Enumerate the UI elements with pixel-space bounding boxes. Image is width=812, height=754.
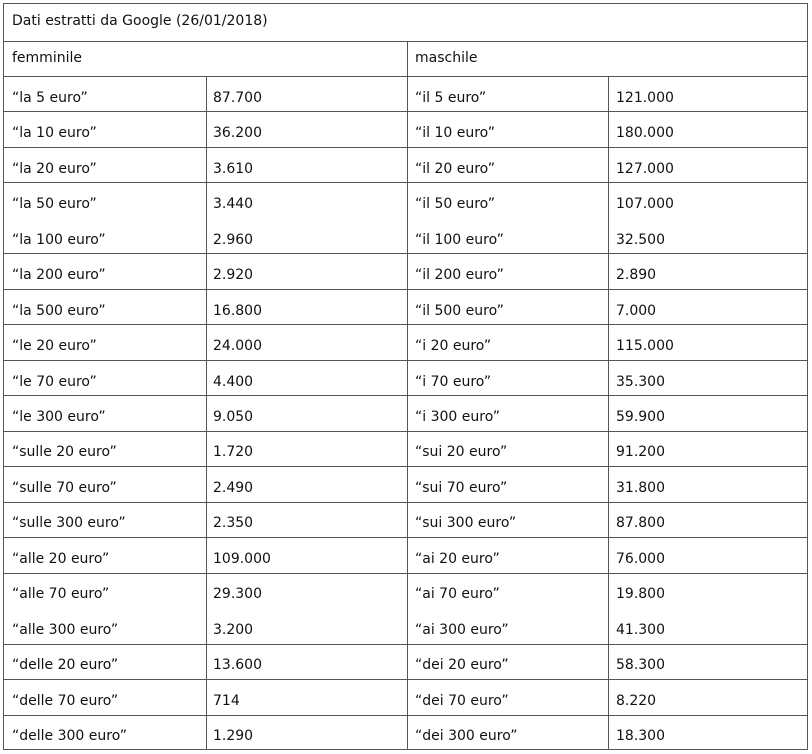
cell-maschile-value: 59.900 [616,409,665,425]
cell-maschile-value: 31.800 [616,479,665,496]
cell-femminile-value: 714 [213,692,240,709]
cell-maschile-value: 107.000 [616,196,674,213]
cell-femminile-label: “la 50 euro” [12,196,97,213]
cell-femminile-value: 1.290 [213,728,254,745]
row-divider [4,395,807,396]
cell-femminile-value: 2.350 [213,515,254,532]
cell-femminile-value: 2.920 [213,267,254,284]
cell-maschile-value: 127.000 [616,160,674,177]
row-divider [4,360,807,361]
cell-femminile-value: 16.800 [213,302,262,319]
cell-maschile-label: “sui 300 euro” [415,515,517,532]
cell-maschile-label: “i 70 euro” [415,373,492,390]
cell-maschile-value: 41.300 [616,621,665,638]
cell-maschile-label: “il 100 euro” [415,231,504,248]
cell-femminile-label: “la 20 euro” [12,160,97,177]
cell-maschile-label: “i 20 euro” [415,338,492,355]
cell-femminile-value: 36.200 [213,125,262,142]
cell-maschile-value: 58.300 [616,657,665,674]
cell-femminile-value: 3.440 [213,196,254,213]
cell-maschile-label: “sui 20 euro” [415,444,508,461]
cell-femminile-value: 29.300 [213,586,262,603]
row-divider [4,431,807,432]
header-divider [407,41,408,77]
cell-maschile-value: 87.800 [616,515,665,532]
cell-maschile-value: 7.000 [616,302,657,319]
cell-femminile-label: “la 100 euro” [12,231,106,248]
cell-femminile-label: “delle 70 euro” [12,692,119,709]
column-divider [608,76,609,749]
cell-maschile-value: 35.300 [616,373,665,390]
cell-femminile-value: 1.720 [213,444,254,461]
cell-maschile-value: 91.200 [616,444,665,461]
cell-femminile-label: “le 20 euro” [12,338,97,355]
cell-maschile-label: “i 300 euro” [415,409,501,425]
cell-femminile-value: 9.050 [213,409,254,425]
column-divider [407,76,408,749]
row-divider [4,715,807,716]
cell-femminile-value: 13.600 [213,657,262,674]
cell-maschile-label: “dei 20 euro” [415,657,509,674]
cell-femminile-label: “alle 300 euro” [12,621,119,638]
cell-maschile-label: “ai 20 euro” [415,550,500,567]
column-divider [206,76,207,749]
cell-maschile-label: “sui 70 euro” [415,479,508,496]
cell-femminile-label: “sulle 300 euro” [12,515,126,532]
cell-maschile-value: 121.000 [616,89,674,106]
cell-maschile-value: 2.890 [616,267,657,284]
cell-femminile-value: 87.700 [213,89,262,106]
row-divider [4,466,807,467]
cell-maschile-label: “ai 70 euro” [415,586,500,603]
cell-femminile-label: “alle 20 euro” [12,550,110,567]
cell-femminile-value: 2.490 [213,479,254,496]
table-body [3,76,808,750]
cell-maschile-value: 32.500 [616,231,665,248]
row-divider [4,111,807,112]
cell-femminile-label: “la 10 euro” [12,125,97,142]
cell-maschile-label: “il 50 euro” [415,196,496,213]
data-table [3,3,808,750]
row-divider [4,537,807,538]
row-divider [4,289,807,290]
cell-femminile-label: “sulle 70 euro” [12,479,117,496]
cell-maschile-label: “ai 300 euro” [415,621,509,638]
cell-maschile-value: 8.220 [616,692,657,709]
table-header-row [3,41,808,77]
cell-maschile-value: 180.000 [616,125,674,142]
header-maschile: maschile [415,50,478,66]
cell-femminile-value: 4.400 [213,373,254,390]
cell-femminile-value: 109.000 [213,550,271,567]
cell-maschile-value: 18.300 [616,728,665,745]
cell-femminile-label: “le 300 euro” [12,409,106,425]
cell-femminile-label: “la 200 euro” [12,267,106,284]
cell-maschile-label: “il 20 euro” [415,160,496,177]
row-divider [4,182,807,183]
row-divider [4,253,807,254]
cell-femminile-label: “la 5 euro” [12,89,88,106]
table-title: Dati estratti da Google (26/01/2018) [12,13,268,29]
cell-maschile-label: “il 5 euro” [415,89,487,106]
cell-femminile-label: “la 500 euro” [12,302,106,319]
cell-femminile-label: “sulle 20 euro” [12,444,117,461]
cell-maschile-value: 76.000 [616,550,665,567]
cell-maschile-label: “il 500 euro” [415,302,504,319]
row-divider [4,679,807,680]
cell-femminile-label: “alle 70 euro” [12,586,110,603]
cell-femminile-value: 2.960 [213,231,254,248]
cell-maschile-value: 19.800 [616,586,665,603]
cell-femminile-value: 3.610 [213,160,254,177]
cell-femminile-label: “delle 20 euro” [12,657,119,674]
cell-maschile-label: “il 200 euro” [415,267,504,284]
cell-femminile-label: “delle 300 euro” [12,728,128,745]
row-divider [4,324,807,325]
cell-femminile-value: 3.200 [213,621,254,638]
cell-maschile-label: “il 10 euro” [415,125,496,142]
row-divider [4,644,807,645]
cell-maschile-label: “dei 70 euro” [415,692,509,709]
cell-femminile-value: 24.000 [213,338,262,355]
header-femminile: femminile [12,50,82,66]
table-title-row [3,3,808,42]
cell-femminile-label: “le 70 euro” [12,373,97,390]
row-divider [4,147,807,148]
row-divider [4,502,807,503]
row-divider [4,573,807,574]
cell-maschile-value: 115.000 [616,338,674,355]
cell-maschile-label: “dei 300 euro” [415,728,518,745]
